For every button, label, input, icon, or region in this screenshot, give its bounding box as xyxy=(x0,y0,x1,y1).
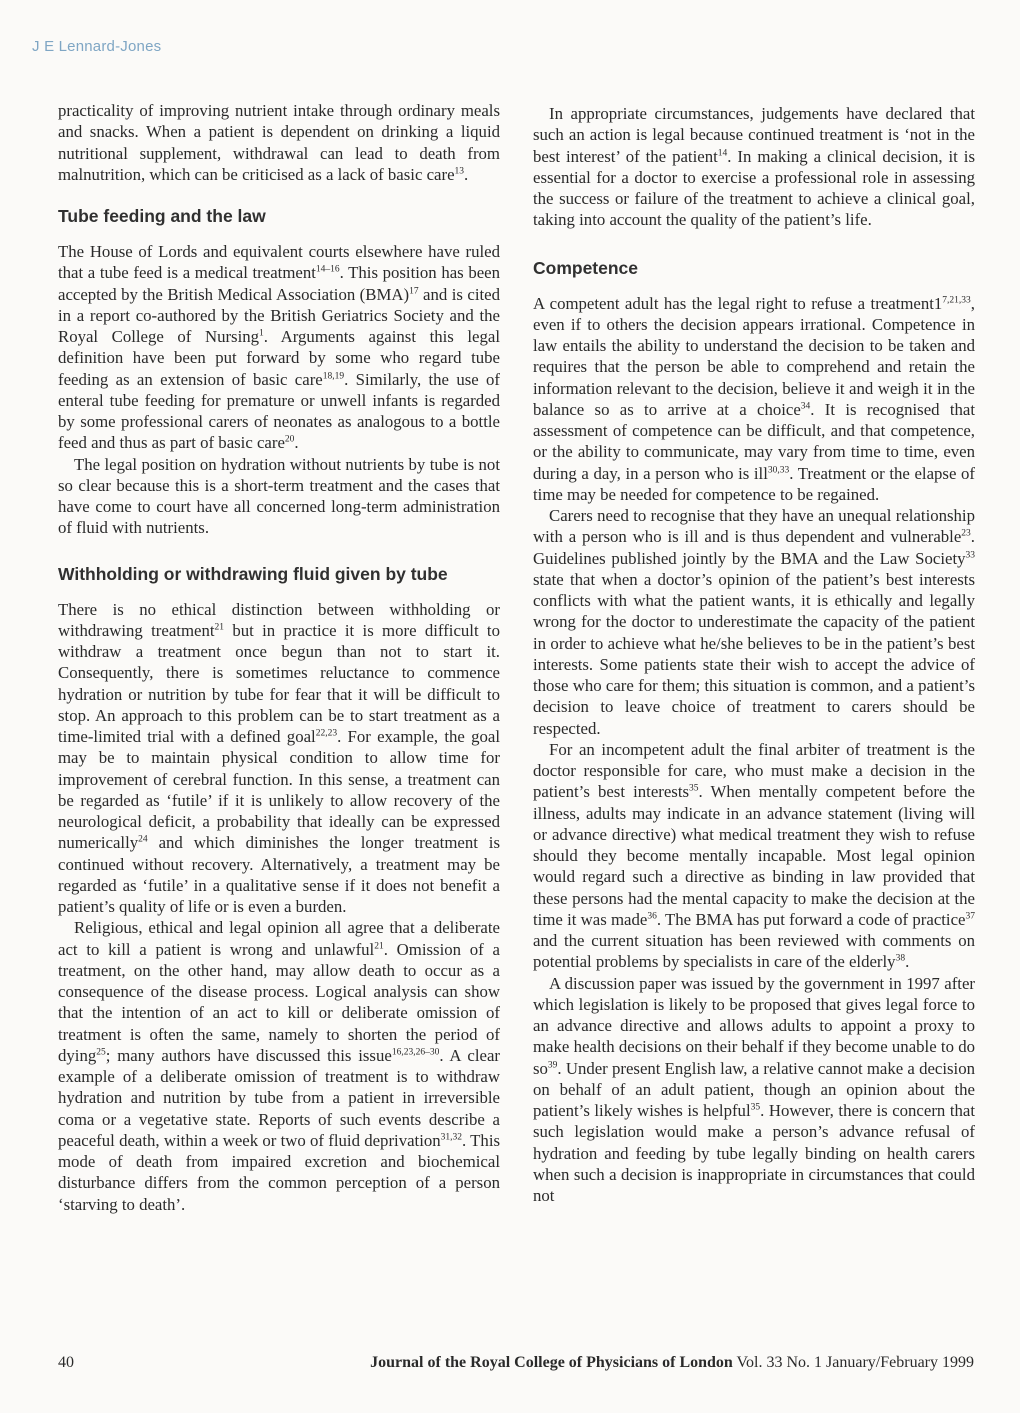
section-heading-tube-feeding-law: Tube feeding and the law xyxy=(58,206,266,226)
paragraph: The legal position on hydration without nutrients by tube is not so clear because this is a short-term treatment and the cases that have come to court have all concerned long-term administration of fluid with nutrients. xyxy=(58,454,500,538)
paragraph: A discussion paper was issued by the government in 1997 after which legislation is likely to be proposed that gives legal force to an advance directive and allows adults to appoint a proxy to make health decisions on their behalf if they become unable to do $so^{39}$. Under present English law, a relative cannot make a decision on behalf of an adult patient, though an opinion about the patient’s likely wishes is helpful$^{35}$. However, there is concern that such legislation would make a person’s advance refusal of hydration and feeding by tube legally binding on health carers when such a decision is inappropriate in circumstances that could not xyxy=(533,973,976,1205)
section-heading-withholding-fluid: Withholding or withdrawing fluid given by tube xyxy=(58,563,448,584)
paragraph: Carers need to recognise that they have an unequal relationship with a person who is ill and is thus dependent and vulnerable$^{23}$. Guidelines published jointly by the BMA and the Law Society$^{33}$ state that when a doctor’s opinion of the patient’s best interests conflicts with what the patient wants, it is ethically and legally wrong for the doctor to underestimate the capacity of the patient in order to achieve what he/she believes to be in the patient’s best interests. Some patients state their wish to accept the advice of those who care for them; this situation is common, and a patient’s decision to leave choice of treatment to carers should be respected. xyxy=(533,506,975,738)
left-column xyxy=(58,100,500,1215)
paragraph: A competent adult has the legal right to refuse a treatment1$^{7,21,33}$, even if to others the decision appears irrational. Competence in law entails the ability to understand the decision to be taken and requires that the person be able to comprehend and retain the information relevant to the decision, believe it and weigh it in the balance so as to arrive at a choice$^{34}$. It is recognised that assessment of competence can be difficult, and that competence, or the ability to communicate, may vary from time to time, even during a day, in a person who is ill$^{30,33}$. Treatment or the elapse of time may be needed for competence to be regained. xyxy=(533,293,976,504)
paragraph: There is no ethical distinction between withholding or withdrawing treatment$^{21}$ but in practice it is more difficult to withdraw a treatment once begun than not to start it. Consequently, there is sometimes reluctance to commence hydration or nutrition by tube for fear that it will be difficult to stop. An approach to this problem can be to start treatment as a time-limited trial with a defined goal$^{22,23}$. For example, the goal may be to maintain physical condition to allow time for improvement of cerebral function. In this sense, a treatment can be regarded as ‘futile’ if it is unlikely to allow recovery of the neurological deficit, a probability that ideally can be expressed numerically$^{24}$ and which diminishes the longer treatment is continued without recovery. Alternatively, a treatment may be regarded as ‘futile’ in a qualitative sense if it does not benefit a patient’s quality of life or is even a burden. xyxy=(58,599,500,916)
journal-citation xyxy=(370,1354,974,1372)
page-number: 40 xyxy=(58,1354,74,1371)
running-head-author: J E Lennard-Jones xyxy=(32,38,162,55)
journal-name: Journal of the Royal College of Physicians of London xyxy=(370,1354,733,1371)
section-heading-competence: Competence xyxy=(533,257,639,278)
paragraph: For an incompetent adult the final arbiter of treatment is the doctor responsible for care, who must make a decision in the patient’s best interests$^{35}$. When mentally competent before the illness, adults may indicate in an advance statement (living will or advance directive) what medical treatment they wish to refuse should they become mentally incapable. Most legal opinion would regard such a directive as binding in law provided that these persons had the mental capacity to make the decision at the time it was made$^{36}$. The BMA has put forward a code of practice$^{37}$ and the current situation has been reviewed with comments on potential problems by specialists in care of the elderly$^{38}$. xyxy=(533,739,975,972)
paragraph: The House of Lords and equivalent courts elsewhere have ruled that a tube feed is a medical treatment$^{14-16}$. This position has been accepted by the British Medical Association (BMA)$^{17}$ and is cited in a report co-authored by the British Geriatrics Society and the Royal College of Nursing$^1$. Arguments against this legal definition have been put forward by some who regard tube feeding as an extension of basic care$^{18,19}$. Similarly, the use of enteral tube feeding for premature or unwell infants is regarded by some professional carers of neonates as analogous to a bottle feed and thus as part of basic care$^{20}$. xyxy=(58,242,500,453)
paragraph: In appropriate circumstances, judgements have declared that such an action is legal because continued treatment is ‘not in the best interest’ of the patient$^{14}$. In making a clinical decision, it is essential for a doctor to exercise a professional role in assessing the success or failure of the treatment to achieve a clinical goal, taking into account the quality of the patient’s life. xyxy=(533,104,975,230)
right-column xyxy=(533,103,975,1206)
paragraph: practicality of improving nutrient intake through ordinary meals and snacks. When a patient is dependent on drinking a liquid nutritional supplement, withdrawal can lead to death from malnutrition, which can be criticised as a lack of basic care$^{13}$. xyxy=(58,101,500,184)
journal-issue: Vol. 33 No. 1 January/February 1999 xyxy=(732,1354,974,1371)
paragraph: Religious, ethical and legal opinion all agree that a deliberate act to kill a patient is wrong and unlawful$^{21}$. Omission of a treatment, on the other hand, may allow death to occur as a consequence of the disease process. Logical analysis can show that the intention of an act to kill or deliberate omission of treatment is often the same, namely to shorten the period of dying$^{25}$; many authors have discussed this issue$^{16,23,26-30}$. A clear example of a deliberate omission of treatment is to withdraw hydration and nutrition by tube from a patient in irreversible coma or a vegetative state. Reports of such events describe a peaceful death, within a week or two of fluid deprivation$^{31,32}$. This mode of death from impaired excretion and biochemical disturbance differs from the common perception of a person ‘starving to death’. xyxy=(58,918,501,1214)
